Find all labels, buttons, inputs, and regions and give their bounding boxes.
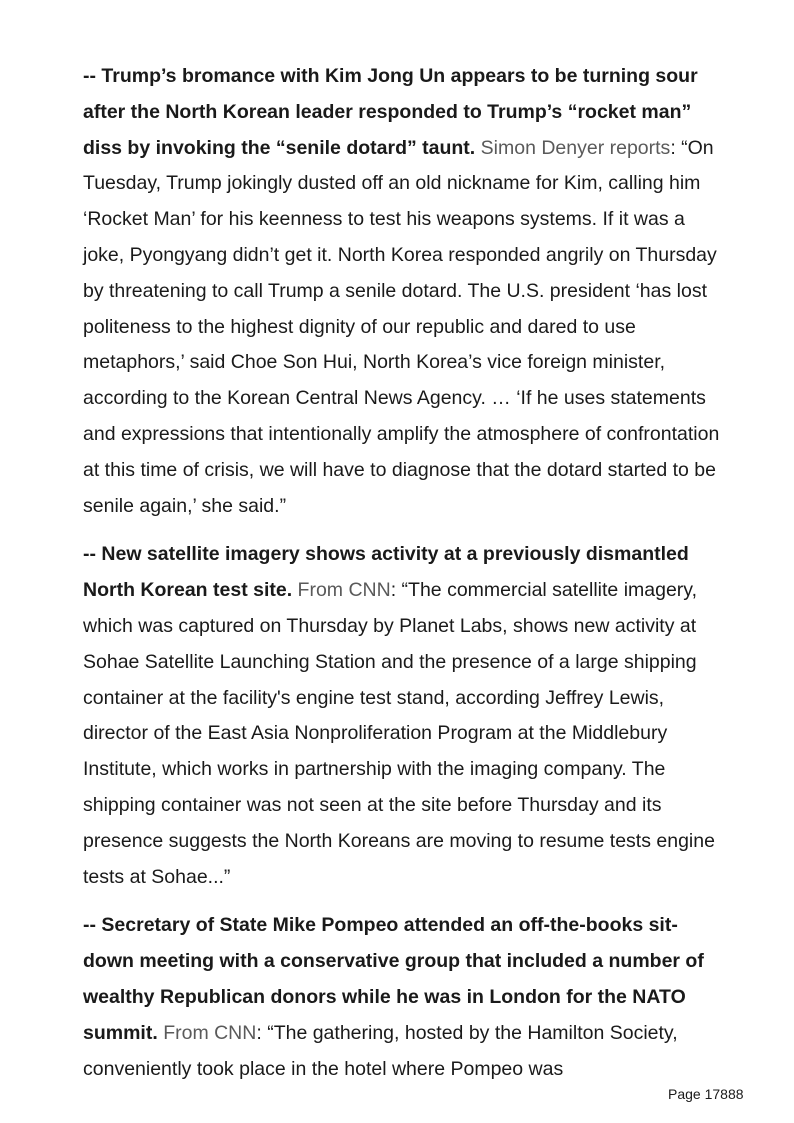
item-quote: : “The gathering, hosted by the Hamilton Society, conveniently took place in the hotel where Pompeo was (83, 1021, 678, 1080)
item-headline: -- Secretary of State Mike Pompeo attended an off-the-books sit-down meeting with a conservative group that included a number of wealthy Republican donors while he was in London for the NATO summit. (83, 914, 704, 1044)
item-quote: : “On Tuesday, Trump jokingly dusted off an old nickname for Kim, calling him ‘Rocket Man’ for his keenness to test his weapons systems. If it was a joke, Pyongyang didn’t get it. North Korea responded angrily on Thursday by threatening to call Trump a senile dotard. The U.S. president ‘has lost politeness to the highest dignity of our republic and dared to use metaphors,’ said Choe Son Hui, North Korea’s vice foreign minister, according to the Korean Central News Agency. … ‘If he uses statements and expressions that intentionally amplify the atmosphere of confrontation at this time of crisis, we will have to diagnose that the dotard started to be senile again,’ she said.” (83, 136, 720, 517)
item-quote: : “The commercial satellite imagery, which was captured on Thursday by Planet Labs, shows new activity at Sohae Satellite Launching Station and the presence of a large shipping container at the facility's engine test stand, according Jeffrey Lewis, director of the East Asia Nonproliferation Program at the Middlebury Institute, which works in partnership with the imaging company. The shipping container was not seen at the site before Thursday and its presence suggests the North Koreans are moving to resume tests engine tests at Sohae...” (83, 579, 715, 888)
item-headline: -- New satellite imagery shows activity at a previously dismantled North Korean test site. (83, 543, 689, 602)
item-source: From CNN (163, 1021, 257, 1044)
document-body (83, 59, 723, 1100)
news-item-pompeo (83, 908, 723, 1087)
news-item-satellite-imagery (83, 537, 723, 895)
item-source: Simon Denyer reports (480, 136, 671, 159)
page-number: Page 17888 (668, 1086, 744, 1102)
item-headline: -- Trump’s bromance with Kim Jong Un appears to be turning sour after the North Korean leader responded to Trump’s “rocket man” diss by invoking the “senile dotard” taunt. (83, 65, 698, 159)
item-source: From CNN (297, 579, 391, 602)
news-item-kim-jong-un (83, 59, 723, 524)
